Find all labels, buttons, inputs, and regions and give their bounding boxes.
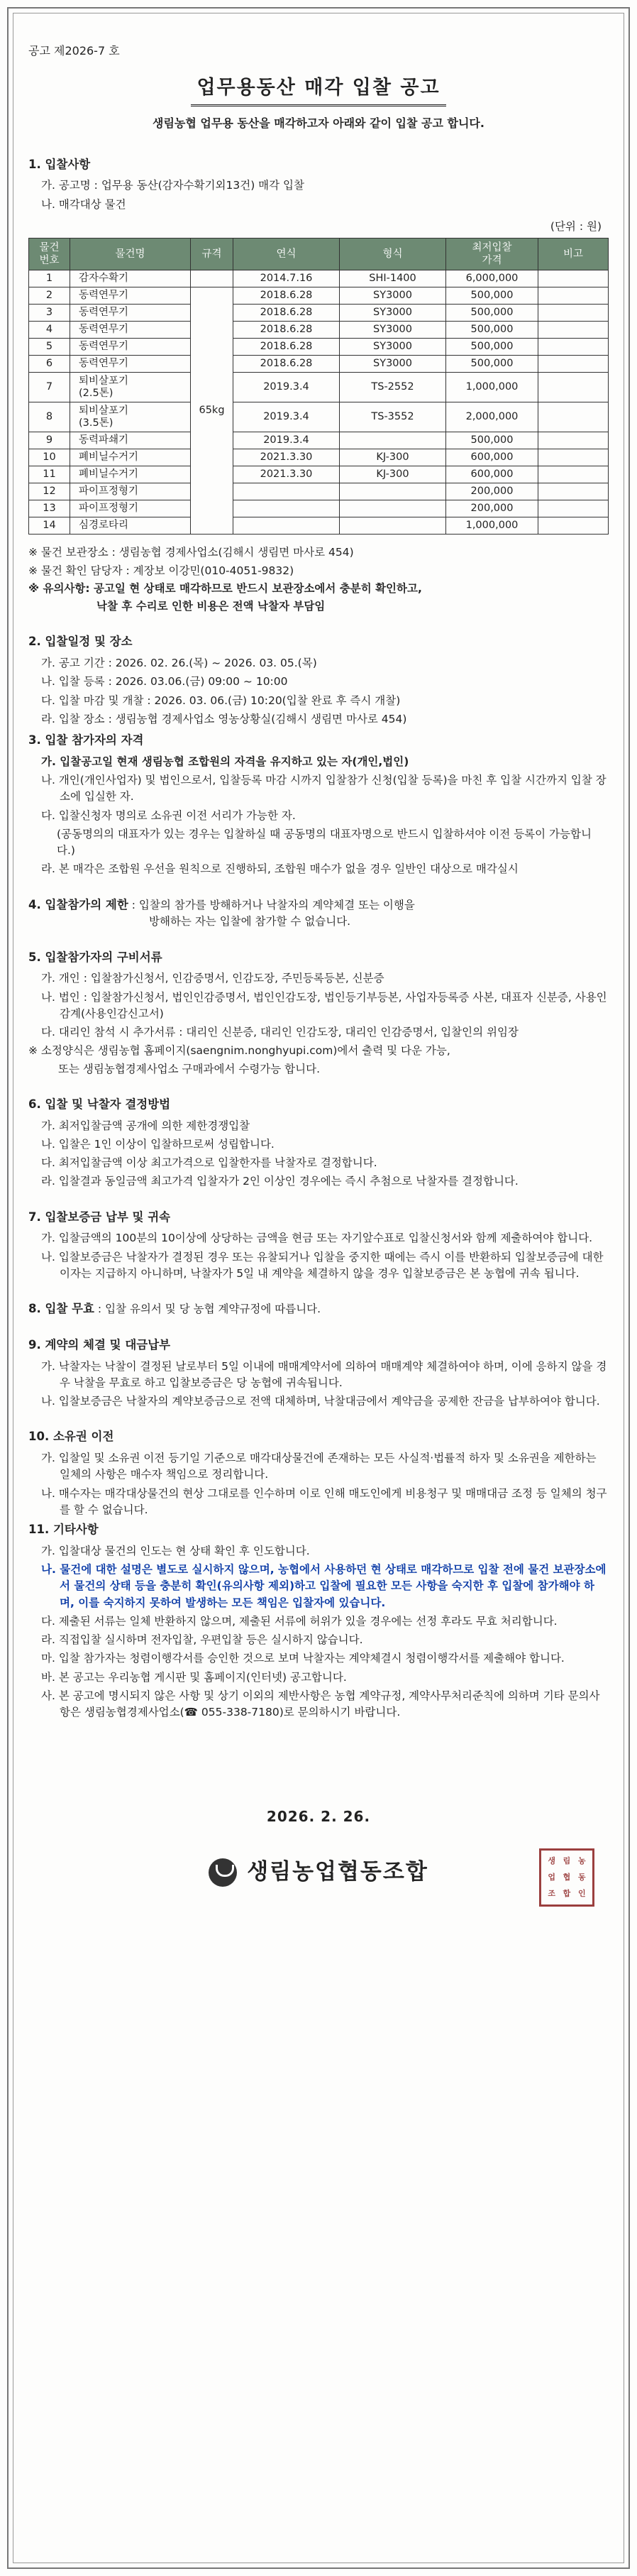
form-download-note-cont: 또는 생림농협경제사업소 구매과에서 수령가능 합니다. [58,1062,321,1075]
cell-model: SY3000 [340,305,446,322]
table-row [29,432,609,449]
cell-note [538,466,609,483]
restriction-text-cont: 방해하는 자는 입찰에 참가할 수 없습니다. [149,915,351,928]
seal-character: 합 [563,1888,571,1898]
cell-price: 500,000 [446,339,538,356]
cell-note [538,305,609,322]
misc-e: 마. 입찰 참가자는 청렴이행각서를 승인한 것으로 보며 낙찰자는 계약체결시 청렴이행각서를 제출해야 합니다. [41,1652,565,1665]
cell-name: 동력연무기 [70,356,191,373]
column-header: 규격 [191,239,233,270]
section-restriction [28,897,609,931]
documents-agent: 다. 대리인 참석 시 추가서류 : 대리인 신분증, 대리인 인감도장, 대리인 인감증명서, 입찰인의 위임장 [41,1026,519,1038]
cell-model: SHI-1400 [340,270,446,287]
restriction-text: : 입찰의 참가를 방해하거나 낙찰자의 계약체결 또는 이행을 [128,898,415,911]
cell-name: 감자수확기 [70,270,191,287]
deposit-a: 가. 입찰금액의 100분의 10이상에 상당하는 금액을 현금 또는 자기앞수표로 입찰신청서와 함께 제출하여야 합니다. [41,1232,593,1245]
qualification-d: 라. 본 매각은 조합원 우선을 원칙으로 진행하되, 조합원 매수가 없을 경우 일반인 대상으로 매각실시 [41,862,519,876]
cell-name: 동력연무기 [70,305,191,322]
cell-no: 14 [29,517,70,535]
deposit-b: 나. 입찰보증금은 낙찰자가 결정된 경우 또는 유찰되거나 입찰을 중지한 때에는 즉시 이를 반환하되 입찰보증금에 대한 이자는 지급하지 아니하며, 낙찰자가 5일 내 계약을 체결하지 않을 경우 입찰보증금은 본 농협에 귀속 됩니다. [41,1250,604,1280]
cell-note [538,356,609,373]
cell-no: 9 [29,432,70,449]
seal-character: 농 [578,1856,586,1866]
cell-price: 1,000,000 [446,517,538,535]
table-row [29,500,609,517]
seal-character: 림 [563,1856,571,1866]
method-d: 라. 입찰결과 동일금액 최고가격 입찰자가 2인 이상인 경우에는 즉시 추첨으로 낙찰자를 결정합니다. [41,1175,519,1188]
method-b: 나. 입찰은 1인 이상이 입찰하므로써 성립합니다. [41,1137,275,1151]
section-heading: 1. 입찰사항 [28,157,91,171]
section-bid-items [28,156,609,615]
cell-name: 동력파쇄기 [70,432,191,449]
notice-number: 공고 제2026-7 호 [28,44,120,57]
intro-text: 생림농협 업무용 동산을 매각하고자 아래와 같이 입찰 공고 합니다. [153,116,484,130]
misc-d: 라. 직접입찰 실시하며 전자입찰, 우편입찰 등은 실시하지 않습니다. [41,1633,363,1646]
bid-location: 라. 입찰 장소 : 생림농협 경제사업소 영농상황실(김해시 생림면 마사로 454) [41,712,407,725]
page-title: 업무용동산 매각 입찰 공고 [191,74,445,106]
cell-no: 7 [29,373,70,402]
misc-b-emphasis: 나. 물건에 대한 설명은 별도로 실시하지 않으며, 농협에서 사용하던 현 상태로 매각하므로 입찰 전에 물건 보관장소에서 물건의 상태 등을 충분히 확인(유의사항 제외)하고 입찰에 필요한 모든 사항을 숙지한 후 입찰에 참가해야 하며, 이를 숙지하지 못하여 발생하는 모든 책임은 입찰자에 있습니다. [41,1563,606,1609]
cell-model: SY3000 [340,322,446,339]
cell-model: SY3000 [340,287,446,305]
section-invalid-bid [28,1300,609,1318]
qualification-c-detail: (공동명의의 대표자가 있는 경우는 입찰하실 때 공동명의 대표자명으로 반드시 입찰하셔야 이전 등록이 가능합니다.) [57,827,592,857]
table-row [29,339,609,356]
table-row [29,466,609,483]
misc-a: 가. 입찰대상 물건의 인도는 현 상태 확인 후 인도합니다. [41,1544,310,1557]
seal-character: 업 [548,1872,555,1882]
cell-year: 2019.3.4 [233,402,340,432]
cell-price: 200,000 [446,483,538,500]
contract-a: 가. 낙찰자는 낙찰이 결정된 날로부터 5일 이내에 매매계약서에 의하여 매매계약 체결하여야 하며, 이에 응하지 않을 경우 낙찰을 무효로 하고 입찰보증금은 당 농협에 귀속됩니다. [41,1359,607,1389]
seal-character: 인 [578,1888,586,1898]
notice-date: 2026. 2. 26. [266,1808,371,1826]
cell-no: 1 [29,270,70,287]
official-seal-icon [539,1848,594,1907]
cell-name: 동력연무기 [70,287,191,305]
cell-year: 2021.3.30 [233,466,340,483]
cell-name: 퇴비살포기 (3.5톤) [70,402,191,432]
table-row [29,287,609,305]
cell-year: 2014.7.16 [233,270,340,287]
cell-model [340,500,446,517]
notice-content [28,43,609,1907]
cell-model: SY3000 [340,339,446,356]
section-heading: 2. 입찰일정 및 장소 [28,635,133,649]
unit-label: (단위 : 원) [550,219,602,233]
items-table-body [29,270,609,535]
cell-name: 퇴비살포기 (2.5톤) [70,373,191,402]
column-header: 비고 [538,239,609,270]
cell-name: 파이프정형기 [70,483,191,500]
table-row [29,483,609,500]
cell-spec: 65kg [191,287,233,535]
notice-period: 가. 공고 기간 : 2026. 02. 26.(목) ~ 2026. 03. 05.(목) [41,657,317,669]
cell-note [538,483,609,500]
column-header: 물건 번호 [29,239,70,270]
cell-spec [191,270,233,287]
caution-note: ※ 유의사항: 공고일 현 상태로 매각하므로 반드시 보관장소에서 충분히 확인하고, [28,581,422,595]
nonghyup-logo-icon [209,1858,237,1887]
seal-character: 생 [548,1856,555,1866]
signature-block [28,1856,609,1907]
column-header: 연식 [233,239,340,270]
cell-note [538,402,609,432]
cell-price: 2,000,000 [446,402,538,432]
cell-name: 폐비닐수거기 [70,449,191,466]
notice-name: 가. 공고명 : 업무용 동산(감자수확기외13건) 매각 입찰 [41,179,304,192]
misc-f: 바. 본 공고는 우리농협 게시판 및 홈페이지(인터넷) 공고합니다. [41,1670,347,1684]
cell-no: 10 [29,449,70,466]
cell-no: 12 [29,483,70,500]
caution-note-cont: 낙찰 후 수리로 인한 비용은 전액 낙찰자 부담임 [96,600,326,613]
cell-note [538,270,609,287]
section-heading: 3. 입찰 참가자의 자격 [28,733,144,747]
section-heading: 7. 입찰보증금 납부 및 귀속 [28,1210,171,1224]
cell-year: 2018.6.28 [233,287,340,305]
cell-model: SY3000 [340,356,446,373]
table-row [29,449,609,466]
invalid-bid-text: : 입찰 유의서 및 당 농협 계약규정에 따릅니다. [94,1303,321,1315]
cell-model [340,432,446,449]
table-row [29,373,609,402]
cell-no: 6 [29,356,70,373]
bid-registration: 나. 입찰 등록 : 2026. 03.06.(금) 09:00 ~ 10:00 [41,675,288,689]
bid-deadline: 다. 입찰 마감 및 개찰 : 2026. 03. 06.(금) 10:20(입찰 완료 후 즉시 개찰) [41,694,401,707]
items-label: 나. 매각대상 물건 [41,197,126,211]
cell-model: KJ-300 [340,466,446,483]
cell-price: 500,000 [446,322,538,339]
cell-note [538,500,609,517]
section-heading: 10. 소유권 이전 [28,1430,114,1444]
misc-g: 사. 본 공고에 명시되지 않은 사항 및 상기 이외의 제반사항은 농협 계약규정, 계약사무처리준칙에 의하며 기타 문의사항은 생림농협경제사업소(☎ 055-338-7180)로 문의하시기 바랍니다. [41,1689,600,1719]
ownership-a: 가. 입찰일 및 소유권 이전 등기일 기준으로 매각대상물건에 존재하는 모든 사실적·법률적 하자 및 소유권을 제한하는 일체의 사항은 매수자 책임으로 정리합니다. [41,1452,597,1481]
cell-model [340,483,446,500]
cell-model: TS-2552 [340,373,446,402]
section-misc [28,1521,609,1721]
cell-price: 500,000 [446,287,538,305]
column-header: 형식 [340,239,446,270]
section-documents [28,949,609,1078]
table-row [29,270,609,287]
cell-year: 2018.6.28 [233,305,340,322]
cell-year [233,517,340,535]
cell-price: 600,000 [446,449,538,466]
cell-price: 600,000 [446,466,538,483]
table-header-row [29,239,609,270]
cell-name: 심경로타리 [70,517,191,535]
cell-note [538,432,609,449]
cell-price: 500,000 [446,432,538,449]
cell-price: 200,000 [446,500,538,517]
column-header: 물건명 [70,239,191,270]
table-row [29,402,609,432]
cell-note [538,373,609,402]
cell-note [538,339,609,356]
contact-note: ※ 물건 확인 담당자 : 계장보 이강민(010-4051-9832) [28,564,294,577]
section-contract [28,1337,609,1410]
cell-year [233,483,340,500]
cell-year: 2021.3.30 [233,449,340,466]
cell-price: 6,000,000 [446,270,538,287]
section-heading: 8. 입찰 무효 [28,1302,94,1315]
contract-b: 나. 입찰보증금은 낙찰자의 계약보증금으로 전액 대체하며, 낙찰대금에서 계약금을 공제한 잔금을 납부하여야 합니다. [41,1395,600,1408]
cell-no: 13 [29,500,70,517]
section-heading: 4. 입찰참가의 제한 [28,897,128,911]
cell-year [233,500,340,517]
title-wrap [28,74,609,106]
cell-price: 500,000 [446,305,538,322]
documents-individual: 가. 개인 : 입찰참가신청서, 인감증명서, 인감도장, 주민등록등본, 신분증 [41,972,384,985]
cell-name: 폐비닐수거기 [70,466,191,483]
seal-character: 조 [548,1888,555,1898]
cell-note [538,449,609,466]
section-heading: 6. 입찰 및 낙찰자 결정방법 [28,1097,171,1111]
storage-location-note: ※ 물건 보관장소 : 생림농협 경제사업소(김해시 생림면 마사로 454) [28,546,354,559]
cell-note [538,322,609,339]
section-bid-method [28,1096,609,1190]
cell-name: 동력연무기 [70,339,191,356]
cell-model: TS-3552 [340,402,446,432]
qualification-c: 다. 입찰신청자 명의로 소유권 이전 서리가 가능한 자. [41,809,296,822]
cell-note [538,287,609,305]
section-ownership [28,1428,609,1518]
signer-name: 생림농업협동조합 [247,1859,428,1885]
section-heading: 9. 계약의 체결 및 대금납부 [28,1337,171,1352]
section-qualification [28,732,609,878]
items-table [28,238,609,535]
section-deposit [28,1209,609,1283]
signer [209,1856,428,1889]
qualification-b: 나. 개인(개인사업자) 및 법인으로서, 입찰등록 마감 시까지 입찰참가 신청(입찰 등록)을 마친 후 입찰 시간까지 입찰 장소에 입실한 자. [41,774,606,804]
cell-no: 4 [29,322,70,339]
cell-year: 2019.3.4 [233,373,340,402]
table-row [29,305,609,322]
cell-year: 2018.6.28 [233,322,340,339]
section-heading: 11. 기타사항 [28,1523,99,1536]
qualification-a: 가. 입찰공고일 현재 생림농협 조합원의 자격을 유지하고 있는 자(개인,법인) [41,755,409,768]
cell-price: 500,000 [446,356,538,373]
table-row [29,322,609,339]
ownership-b: 나. 매수자는 매각대상물건의 현상 그대로를 인수하며 이로 인해 매도인에게 비용청구 및 매매대금 조정 등 일체의 청구를 할 수 없습니다. [41,1486,607,1516]
documents-corporation: 나. 법인 : 입찰참가신청서, 법인인감증명서, 법인인감도장, 법인등기부등본, 사업자등록증 사본, 대표자 신분증, 사용인감계(사용인감신고서) [41,990,607,1020]
cell-no: 5 [29,339,70,356]
method-a: 가. 최저입찰금액 공개에 의한 제한경쟁입찰 [41,1119,250,1132]
cell-name: 동력연무기 [70,322,191,339]
cell-no: 11 [29,466,70,483]
cell-name: 파이프정형기 [70,500,191,517]
cell-year: 2018.6.28 [233,339,340,356]
cell-year: 2018.6.28 [233,356,340,373]
seal-character: 동 [578,1872,586,1882]
table-row [29,517,609,535]
cell-model [340,517,446,535]
cell-no: 3 [29,305,70,322]
cell-price: 1,000,000 [446,373,538,402]
cell-year: 2019.3.4 [233,432,340,449]
cell-no: 2 [29,287,70,305]
table-row [29,356,609,373]
form-download-note: ※ 소정양식은 생림농협 홈페이지(saengnim.nonghyupi.com)에서 출력 및 다운 가능, [28,1044,450,1058]
method-c: 다. 최저입찰금액 이상 최고가격으로 입찰한자를 낙찰자로 결정합니다. [41,1156,377,1169]
seal-character: 협 [563,1872,571,1882]
section-heading: 5. 입찰참가자의 구비서류 [28,950,162,964]
cell-no: 8 [29,402,70,432]
column-header: 최저입찰 가격 [446,239,538,270]
misc-c: 다. 제출된 서류는 일체 반환하지 않으며, 제출된 서류에 허위가 있을 경우에는 선정 후라도 무효 처리합니다. [41,1614,558,1628]
cell-model: KJ-300 [340,449,446,466]
cell-note [538,517,609,535]
section-schedule [28,633,609,728]
